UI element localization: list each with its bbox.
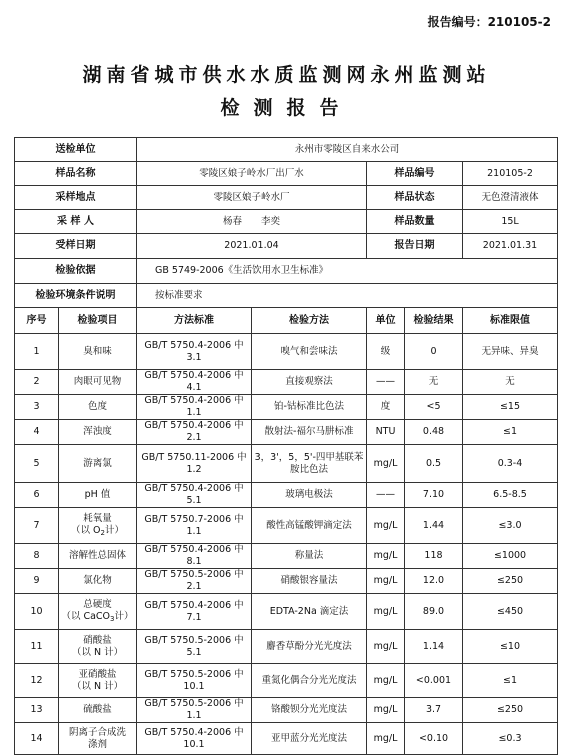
unit: mg/L	[367, 594, 405, 630]
test-item	[59, 445, 137, 483]
method-standard: GB/T 5750.4-2006 中 3.1	[137, 334, 252, 370]
table-row	[15, 569, 558, 594]
table-row	[15, 370, 558, 395]
table-row	[15, 445, 558, 483]
env-value: 按标准要求	[137, 284, 558, 308]
table-row	[15, 594, 558, 630]
test-method: 亚甲蓝分光光度法	[252, 723, 367, 755]
test-result: <5	[405, 395, 463, 420]
row-number: 9	[15, 569, 59, 594]
test-method: 散射法-福尔马肼标准	[252, 420, 367, 445]
report-date-value: 2021.01.31	[463, 234, 558, 259]
table-row	[15, 698, 558, 723]
col-header-limit: 标准限值	[463, 308, 558, 334]
test-item	[59, 569, 137, 594]
test-item-line2	[61, 647, 134, 659]
row-number: 7	[15, 508, 59, 544]
method-standard: GB/T 5750.7-2006 中 1.1	[137, 508, 252, 544]
receive-date-value: 2021.01.04	[137, 234, 367, 259]
col-header-item: 检验项目	[59, 308, 137, 334]
test-method: 硝酸银容量法	[252, 569, 367, 594]
standard-limit: ≤15	[463, 395, 558, 420]
test-result: <0.10	[405, 723, 463, 755]
basis-value: GB 5749-2006《生活饮用水卫生标准》	[137, 259, 558, 284]
unit: mg/L	[367, 569, 405, 594]
report-title-line2: 检测报告	[220, 97, 353, 119]
test-item-line2	[61, 681, 134, 693]
test-item	[59, 508, 137, 544]
row-number: 3	[15, 395, 59, 420]
test-result: <0.001	[405, 664, 463, 698]
unit: 级	[367, 334, 405, 370]
test-result: 0.48	[405, 420, 463, 445]
test-item	[59, 723, 137, 755]
test-result: 1.44	[405, 508, 463, 544]
row-number: 10	[15, 594, 59, 630]
table-row	[15, 544, 558, 569]
standard-limit: ≤1	[463, 420, 558, 445]
test-item-line1: 亚硝酸盐	[78, 668, 117, 680]
test-item	[59, 483, 137, 508]
unit: mg/L	[367, 445, 405, 483]
col-header-no: 序号	[15, 308, 59, 334]
test-method: 玻璃电极法	[252, 483, 367, 508]
table-row	[15, 334, 558, 370]
report-number: 报告编号：210105-2	[427, 15, 551, 29]
unit: mg/L	[367, 698, 405, 723]
test-item-line1: 硫酸盐	[83, 704, 112, 715]
unit: mg/L	[367, 544, 405, 569]
row-number: 13	[15, 698, 59, 723]
row-number: 6	[15, 483, 59, 508]
test-item-line1: pH 值	[84, 489, 111, 500]
test-item-line2-text: （以 O	[71, 524, 101, 536]
sample-name-label: 样品名称	[15, 162, 137, 186]
test-item-line1: 浑浊度	[83, 426, 112, 437]
method-standard: GB/T 5750.4-2006 中 7.1	[137, 594, 252, 630]
method-standard: GB/T 5750.5-2006 中 1.1	[137, 698, 252, 723]
standard-limit: ≤10	[463, 630, 558, 664]
test-item-line1: 耗氧量	[83, 512, 112, 524]
row-number: 4	[15, 420, 59, 445]
qty-label: 样品数量	[367, 210, 463, 234]
test-item-line1: 游离氯	[83, 457, 112, 469]
test-item	[59, 395, 137, 420]
report-title-line1: 湖南省城市供水水质监测网永州监测站	[82, 64, 491, 86]
test-item	[59, 664, 137, 698]
table-row	[15, 723, 558, 755]
test-item-line2	[61, 611, 134, 625]
table-row	[15, 395, 558, 420]
method-standard: GB/T 5750.4-2006 中 1.1	[137, 395, 252, 420]
test-item-line1: 肉眼可见物	[73, 376, 122, 387]
client-label: 送检单位	[15, 138, 137, 162]
test-item-line1: 氯化物	[83, 575, 112, 586]
standard-limit: 0.3-4	[463, 445, 558, 483]
client-value: 永州市零陵区自来水公司	[137, 138, 558, 162]
receive-date-label: 受样日期	[15, 234, 137, 259]
site-value: 零陵区娘子岭水厂	[137, 186, 367, 210]
test-item	[59, 420, 137, 445]
standard-limit: ≤450	[463, 594, 558, 630]
sampler-label: 采 样 人	[15, 210, 137, 234]
standard-limit: ≤3.0	[463, 508, 558, 544]
method-standard: GB/T 5750.5-2006 中 5.1	[137, 630, 252, 664]
test-item-subscript: 3	[110, 614, 115, 623]
table-row	[15, 630, 558, 664]
method-standard: GB/T 5750.4-2006 中 5.1	[137, 483, 252, 508]
test-item-line1: 总硬度	[83, 598, 112, 610]
sample-no-value: 210105-2	[463, 162, 558, 186]
sample-no-label: 样品编号	[367, 162, 463, 186]
unit: mg/L	[367, 508, 405, 544]
test-method: 嗅气和尝味法	[252, 334, 367, 370]
test-result: 0.5	[405, 445, 463, 483]
test-item-line1: 阴离子合成洗	[68, 726, 126, 738]
state-value: 无色澄清液体	[463, 186, 558, 210]
sampler-value: 杨春 李奕	[137, 210, 367, 234]
unit: ——	[367, 483, 405, 508]
test-item-line2-tail: 计）	[104, 524, 124, 536]
standard-limit: 6.5-8.5	[463, 483, 558, 508]
test-result: 0	[405, 334, 463, 370]
test-item	[59, 370, 137, 395]
col-header-method: 检验方法	[252, 308, 367, 334]
test-method: 酸性高锰酸钾滴定法	[252, 508, 367, 544]
test-item-line2-text: （以 CaCO	[61, 610, 111, 622]
test-result: 12.0	[405, 569, 463, 594]
test-method: 铂-钴标准比色法	[252, 395, 367, 420]
test-method: 麝香草酚分光光度法	[252, 630, 367, 664]
method-standard: GB/T 5750.11-2006 中 1.2	[137, 445, 252, 483]
unit: mg/L	[367, 664, 405, 698]
row-number: 14	[15, 723, 59, 755]
qty-value: 15L	[463, 210, 558, 234]
test-item	[59, 698, 137, 723]
standard-limit: ≤1000	[463, 544, 558, 569]
test-item	[59, 334, 137, 370]
test-result: 1.14	[405, 630, 463, 664]
env-label: 检验环境条件说明	[15, 284, 137, 308]
unit: mg/L	[367, 630, 405, 664]
row-number: 2	[15, 370, 59, 395]
test-method: 3，3'，5，5'-四甲基联苯胺比色法	[252, 445, 367, 483]
standard-limit: ≤1	[463, 664, 558, 698]
test-item	[59, 544, 137, 569]
table-row	[15, 420, 558, 445]
table-row	[15, 508, 558, 544]
table-row	[15, 664, 558, 698]
row-number: 1	[15, 334, 59, 370]
test-item-line1: 臭和味	[83, 345, 112, 357]
test-result: 无	[405, 370, 463, 395]
standard-limit: ≤0.3	[463, 723, 558, 755]
method-standard: GB/T 5750.5-2006 中 2.1	[137, 569, 252, 594]
test-item-line2-tail: 计）	[114, 610, 134, 622]
test-method: EDTA-2Na 滴定法	[252, 594, 367, 630]
report-table	[14, 137, 558, 755]
test-result: 7.10	[405, 483, 463, 508]
method-standard: GB/T 5750.4-2006 中 4.1	[137, 370, 252, 395]
test-item	[59, 630, 137, 664]
unit: NTU	[367, 420, 405, 445]
test-item-line1: 硝酸盐	[83, 634, 112, 646]
test-result: 89.0	[405, 594, 463, 630]
unit: 度	[367, 395, 405, 420]
state-label: 样品状态	[367, 186, 463, 210]
table-row	[15, 483, 558, 508]
standard-limit: ≤250	[463, 569, 558, 594]
test-item-line2-text: （以 N 计）	[71, 680, 124, 692]
row-number: 12	[15, 664, 59, 698]
method-standard: GB/T 5750.5-2006 中 10.1	[137, 664, 252, 698]
test-result: 118	[405, 544, 463, 569]
method-standard: GB/T 5750.4-2006 中 8.1	[137, 544, 252, 569]
site-label: 采样地点	[15, 186, 137, 210]
test-method: 重氮化偶合分光光度法	[252, 664, 367, 698]
test-item-line2-text: （以 N 计）	[71, 646, 124, 658]
test-item-line2-text: 涤剂	[87, 738, 107, 750]
test-item-line1: 色度	[87, 401, 107, 412]
report-date-label: 报告日期	[367, 234, 463, 259]
row-number: 5	[15, 445, 59, 483]
test-result: 3.7	[405, 698, 463, 723]
unit: ——	[367, 370, 405, 395]
test-item	[59, 594, 137, 630]
standard-limit: 无	[463, 370, 558, 395]
test-item-subscript: 2	[100, 528, 105, 537]
standard-limit: 无异味、异臭	[463, 334, 558, 370]
test-method: 称量法	[252, 544, 367, 569]
sample-name-value: 零陵区娘子岭水厂出厂水	[137, 162, 367, 186]
test-method: 直接观察法	[252, 370, 367, 395]
col-header-method-std: 方法标准	[137, 308, 252, 334]
method-standard: GB/T 5750.4-2006 中 10.1	[137, 723, 252, 755]
method-standard: GB/T 5750.4-2006 中 2.1	[137, 420, 252, 445]
unit: mg/L	[367, 723, 405, 755]
row-number: 8	[15, 544, 59, 569]
test-item-line2	[61, 525, 134, 539]
standard-limit: ≤250	[463, 698, 558, 723]
col-header-unit: 单位	[367, 308, 405, 334]
basis-label: 检验依据	[15, 259, 137, 284]
test-item-line1: 溶解性总固体	[68, 550, 126, 561]
col-header-result: 检验结果	[405, 308, 463, 334]
row-number: 11	[15, 630, 59, 664]
test-method: 铬酸钡分光光度法	[252, 698, 367, 723]
